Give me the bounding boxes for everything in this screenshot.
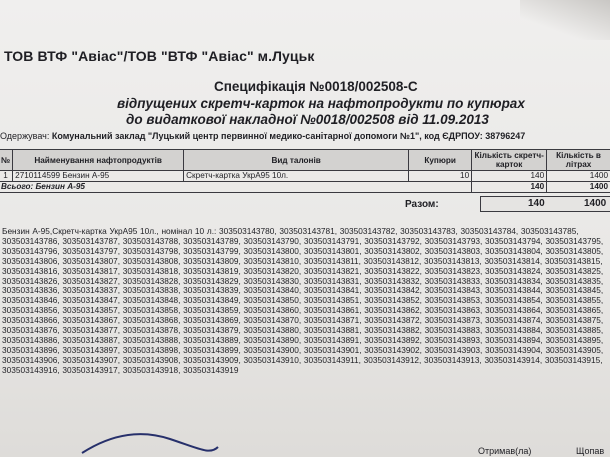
col-header-denomination: Купюри (409, 150, 472, 171)
cell-product: 2710114599 Бензин А-95 (13, 171, 184, 182)
footer-issued: Щопав (576, 446, 605, 456)
col-header-cards: Кількість скретч-карток (472, 150, 547, 171)
total-cards: 140 (528, 198, 545, 209)
document-subtitle-2: до видаткової накладної №0018/002508 від 11.09.2013 (126, 112, 489, 127)
signature-stroke (80, 425, 220, 457)
col-header-type: Вид талонів (184, 150, 409, 171)
specification-table (0, 149, 610, 193)
cell-cards: 140 (472, 171, 547, 182)
total-label: Разом: (405, 199, 439, 210)
cell-num: 1 (0, 171, 13, 182)
payer-value: Комунальний заклад "Луцький центр первинної медико-санітарної допомоги №1", код ЄДРПОУ: 38796247 (51, 131, 526, 141)
cell-type: Скретч-картка УкрА95 10л. (184, 171, 409, 182)
table-header-row (0, 150, 610, 171)
cell-denomination: 10 (409, 171, 472, 182)
subtotal-cards: 140 (472, 182, 547, 193)
table-row (0, 171, 610, 182)
document-title: Специфікація №0018/002508-С (214, 79, 418, 94)
cell-liters: 1400 (547, 171, 610, 182)
page-shadow (520, 0, 610, 40)
subtotal-label: Всього: Бензин А-95 (0, 182, 472, 193)
footer-received: Отримав(ла) (478, 446, 532, 456)
col-header-product: Найменування нафтопродуктів (13, 150, 184, 171)
col-header-liters: Кількість в літрах (547, 150, 610, 171)
col-header-num: № (0, 150, 13, 171)
total-liters: 1400 (584, 198, 607, 209)
payer-line (0, 131, 525, 141)
subtotal-liters: 1400 (547, 182, 610, 193)
subtotal-row (0, 182, 610, 193)
card-numbers-list: Бензин А-95,Скретч-картка УкрА95 10л., номінал 10 л.: 303503143780, 303503143781, 303503143782, 303503143783, 303503143784, 303503143785, 303503143786, 303503143787, 303503143788, 303503143789, 303503143790, 303503143791, 303503143792, 303503143793, 303503143794, 303503143795, 303503143796, 303503143797, 303503143798, 303503143799, 303503143800, 303503143801, 303503143802, 303503143803, 303503143804, 303503143805, 303503143806, 303503143807, 303503143808, 303503143809, 303503143810, 303503143811, 303503143812, 303503143813, 303503143814, 303503143815, 303503143816, 303503143817, 303503143818, 303503143819, 303503143820, 303503143821, 303503143822, 303503143823, 303503143824, 303503143825, 303503143826, 303503143827, 303503143828, 303503143829, 303503143830, 303503143831, 303503143832, 303503143833, 303503143834, 303503143835, 303503143836, 303503143837, 303503143838, 303503143839, 303503143840, 303503143841, 303503143842, 303503143843, 303503143844, 303503143845, 303503143846, 303503143847, 303503143848, 303503143849, 303503143850, 303503143851, 303503143852, 303503143853, 303503143854, 303503143855, 303503143856, 303503143857, 303503143858, 303503143859, 303503143860, 303503143861, 303503143862, 303503143863, 303503143864, 303503143865, 303503143866, 303503143867, 303503143868, 303503143869, 303503143870, 303503143871, 303503143872, 303503143873, 303503143874, 303503143875, 303503143876, 303503143877, 303503143878, 303503143879, 303503143880, 303503143881, 303503143882, 303503143883, 303503143884, 303503143885, 303503143886, 303503143887, 303503143888, 303503143889, 303503143890, 303503143891, 303503143892, 303503143893, 303503143894, 303503143895, 303503143896, 303503143897, 303503143898, 303503143899, 303503143900, 303503143901, 303503143902, 303503143903, 303503143904, 303503143905, 303503143906, 303503143907, 303503143908, 303503143909, 303503143910, 303503143911, 303503143912, 303503143913, 303503143914, 303503143915, 303503143916, 303503143917, 303503143918, 303503143919 (2, 226, 604, 375)
document-subtitle-1: відпущених скретч-карток на нафтопродукти по купюрах (117, 96, 525, 111)
organization-name: ТОВ ВТФ "Авіас"/ТОВ "ВТФ "Авіас" м.Луцьк (4, 48, 315, 64)
payer-label: Одержувач: (0, 131, 50, 141)
